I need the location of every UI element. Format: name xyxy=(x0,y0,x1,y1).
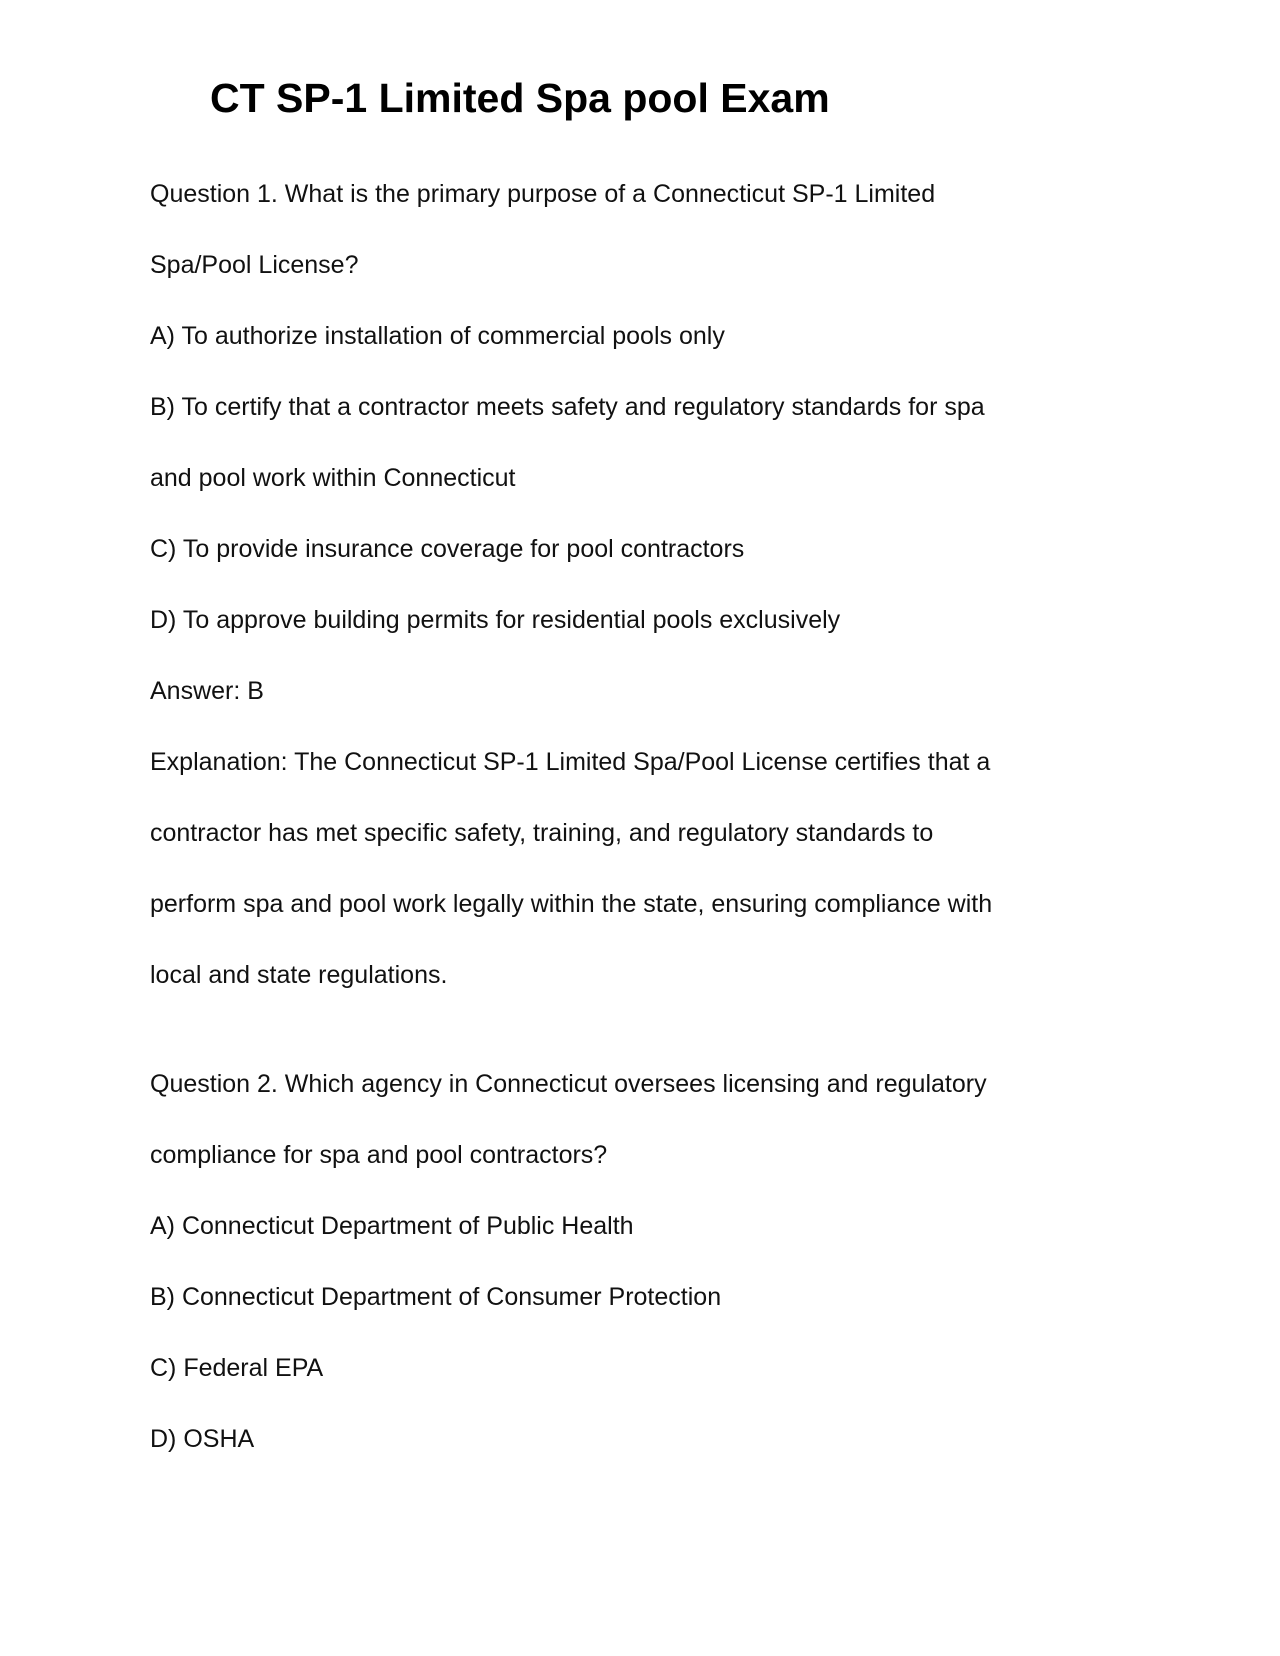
document-content xyxy=(150,176,1150,1492)
question-2-prompt-line-1: Question 2. Which agency in Connecticut oversees licensing and regulatory xyxy=(150,1070,987,1098)
question-1-answer: Answer: B xyxy=(150,677,264,705)
document-title: CT SP-1 Limited Spa pool Exam xyxy=(210,75,830,121)
question-1-explanation-line-1: Explanation: The Connecticut SP-1 Limited Spa/Pool License certifies that a xyxy=(150,748,991,776)
question-2-option-c: C) Federal EPA xyxy=(150,1354,324,1382)
question-2 xyxy=(150,1066,1150,1492)
question-2-option-a: A) Connecticut Department of Public Health xyxy=(150,1212,634,1240)
question-1-option-b-line-2: and pool work within Connecticut xyxy=(150,464,516,492)
question-1-option-d: D) To approve building permits for residential pools exclusively xyxy=(150,606,841,634)
question-2-option-b: B) Connecticut Department of Consumer Protection xyxy=(150,1283,722,1311)
question-1 xyxy=(150,176,1150,1028)
question-1-explanation-line-2: contractor has met specific safety, training, and regulatory standards to xyxy=(150,819,934,847)
question-1-prompt-line-1: Question 1. What is the primary purpose of a Connecticut SP-1 Limited xyxy=(150,180,936,208)
question-gap xyxy=(150,1028,1150,1066)
question-1-prompt-line-2: Spa/Pool License? xyxy=(150,251,359,279)
question-1-option-b-line-1: B) To certify that a contractor meets safety and regulatory standards for spa xyxy=(150,393,985,421)
question-2-prompt-line-2: compliance for spa and pool contractors? xyxy=(150,1141,608,1169)
question-1-explanation-line-4: local and state regulations. xyxy=(150,961,448,989)
question-1-option-c: C) To provide insurance coverage for pool contractors xyxy=(150,535,745,563)
question-1-option-a: A) To authorize installation of commercial pools only xyxy=(150,322,725,350)
question-2-option-d: D) OSHA xyxy=(150,1425,255,1453)
question-1-explanation-line-3: perform spa and pool work legally within the state, ensuring compliance with xyxy=(150,890,993,918)
